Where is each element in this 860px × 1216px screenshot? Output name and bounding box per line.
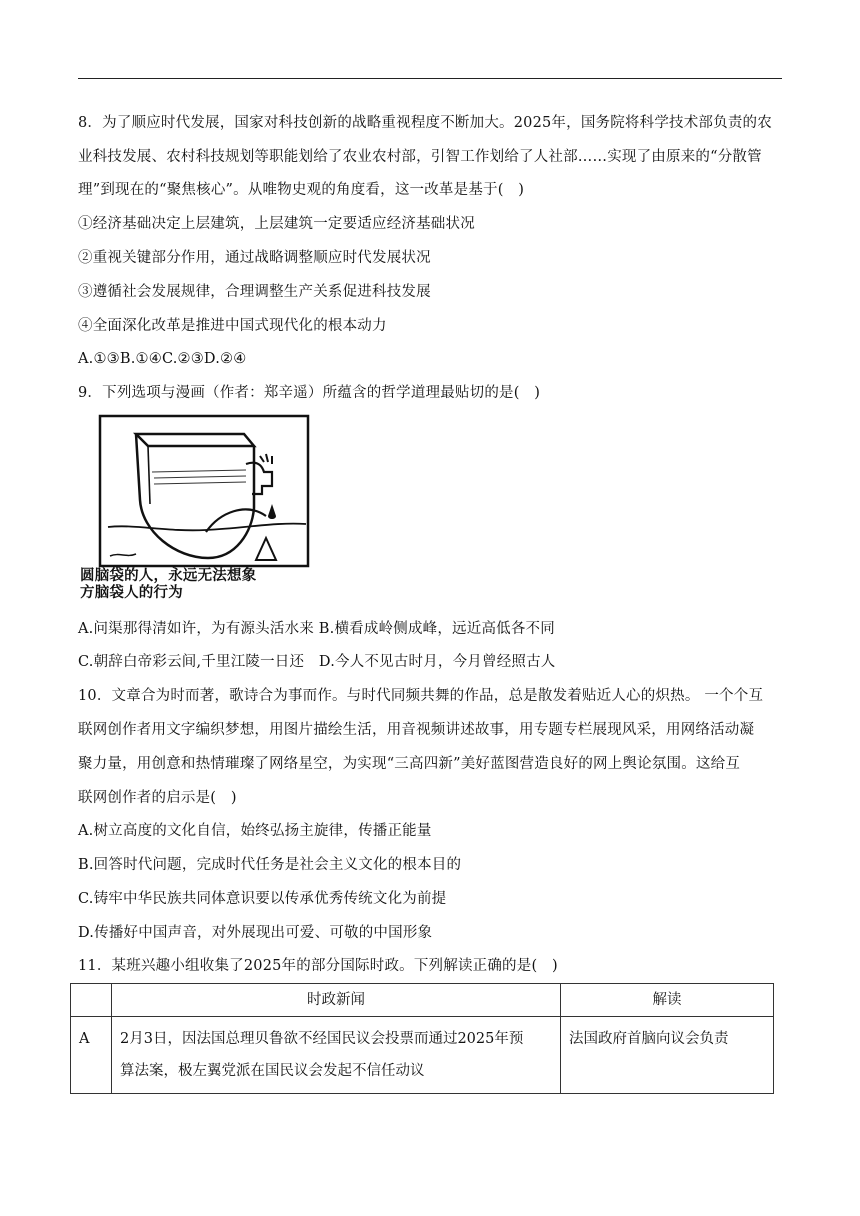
table-header-news: 时政新闻: [112, 984, 561, 1017]
header-rule: [78, 78, 782, 79]
q8-item-3: ③遵循社会发展规律，合理调整生产关系促进科技发展: [78, 284, 431, 300]
q10-option-b: B.回答时代问题，完成时代任务是社会主义文化的根本目的: [78, 857, 462, 873]
q10-stem-line-2: 联网创作者用文字编织梦想，用图片描绘生活，用音视频讲述故事，用专题专栏展现风采，用网络活动凝: [78, 722, 755, 738]
q10-option-c: C.铸牢中华民族共同体意识要以传承优秀传统文化为前提: [78, 891, 447, 907]
q10-option-a: A.树立高度的文化自信，始终弘扬主旋律，传播正能量: [78, 823, 432, 839]
news-line-1: 2月3日，因法国总理贝鲁欲不经国民议会投票而通过2025年预: [120, 1031, 524, 1047]
q8-options: A.①③B.①④C.②③D.②④: [78, 351, 247, 367]
table-cell-news: [112, 1017, 561, 1094]
q10-stem-line-1: 10．文章合为时而著，歌诗合为事而作。与时代同频共舞的作品，总是散发着贴近人心的炽热。 一个个互: [78, 688, 764, 704]
q8-stem-line-3: 理”到现在的“聚焦核心”。从唯物史观的角度看，这一改革是基于( ): [78, 182, 525, 198]
news-table: [70, 983, 774, 1094]
table-cell-label: A: [71, 1017, 112, 1094]
table-row: [71, 1017, 774, 1094]
q8-item-1: ①经济基础决定上层建筑，上层建筑一定要适应经济基础状况: [78, 216, 475, 232]
q8-stem-line-2: 业科技发展、农村科技规划等职能划给了农业农村部，引智工作划给了人社部……实现了由原来的“分散管: [78, 149, 762, 165]
q8-item-2: ②重视关键部分作用，通过战略调整顺应时代发展状况: [78, 250, 431, 266]
table-header-row: [71, 984, 774, 1017]
news-line-2: 算法案，极左翼党派在国民议会发起不信任动议: [120, 1063, 425, 1079]
q10-option-d: D.传播好中国声音，对外展现出可爱、可敬的中国形象: [78, 925, 433, 941]
q9-options-line-1: A.问渠那得清如许，为有源头活水来 B.横看成岭侧成峰，远近高低各不同: [78, 621, 555, 637]
q10-stem-line-4: 联网创作者的启示是( ): [78, 790, 237, 806]
q8-item-4: ④全面深化改革是推进中国式现代化的根本动力: [78, 318, 387, 334]
table-cell-interpretation: 法国政府首脑向议会负责: [561, 1017, 774, 1094]
q10-stem-line-3: 聚力量，用创意和热情璀璨了网络星空，为实现“三高四新”美好蓝图营造良好的网上舆论氛围。这给互: [78, 756, 741, 772]
cartoon-caption-line-2: 方脑袋人的行为: [80, 585, 183, 601]
table-header-blank: [71, 984, 112, 1017]
table-header-interpretation: 解读: [561, 984, 774, 1017]
q8-stem-line-1: 8．为了顺应时代发展，国家对科技创新的战略重视程度不断加大。2025年，国务院将科学技术部负责的农: [78, 115, 772, 131]
cartoon-caption-line-1: 圆脑袋的人，永远无法想象: [80, 568, 257, 584]
q9-stem: 9．下列选项与漫画（作者：郑辛遥）所蕴含的哲学道理最贴切的是( ): [78, 385, 541, 401]
q11-stem: 11．某班兴趣小组收集了2025年的部分国际时政。下列解读正确的是( ): [78, 958, 558, 974]
q9-options-line-2: C.朝辞白帝彩云间,千里江陵一日还 D.今人不见古时月，今月曾经照古人: [78, 654, 556, 670]
